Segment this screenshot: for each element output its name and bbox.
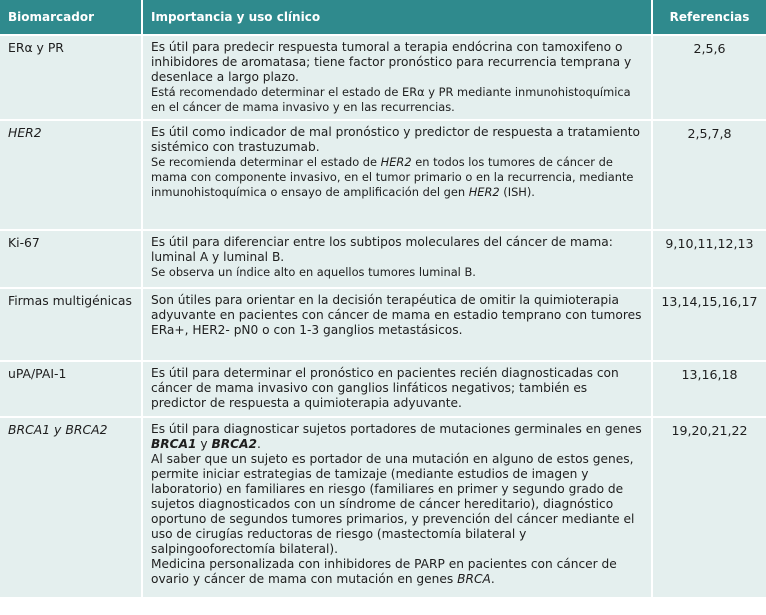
clinical-use-paragraph: Son útiles para orientar en la decisión terapéutica de omitir la quimioterapia adyuvante en pacientes con cáncer de mama en estadio temprano con tumores ERa+, HER2- pN0 o con 1-3 ganglios metastásicos. xyxy=(151,293,642,337)
table-row xyxy=(0,230,766,288)
clinical-use xyxy=(142,35,652,120)
text-segment: . xyxy=(490,572,495,586)
references: 2,5,7,8 xyxy=(652,120,766,230)
gene-name: HER2 xyxy=(468,185,500,199)
text-segment: (ISH). xyxy=(499,185,535,199)
text-segment: y xyxy=(196,437,212,451)
clinical-use-paragraph: Está recomendado determinar el estado de ERα y PR mediante inmunohistoquímica en el cáncer de mama invasivo y en las recurrencias. xyxy=(151,85,631,114)
references: 2,5,6 xyxy=(652,35,766,120)
header-importancia: Importancia y uso clínico xyxy=(142,0,652,35)
table-row xyxy=(0,417,766,597)
biomarker-name: uPA/PAI-1 xyxy=(0,361,142,417)
references: 13,14,15,16,17 xyxy=(652,288,766,361)
table-row xyxy=(0,120,766,230)
references: 13,16,18 xyxy=(652,361,766,417)
biomarker-name: BRCA1 y BRCA2 xyxy=(0,417,142,597)
references: 19,20,21,22 xyxy=(652,417,766,597)
text-segment: en todos los tumores de cáncer de mama con componente invasivo, en el tumor primario o en la recurrencia, mediante inmunohistoquímica o ensayo de amplificación del gen xyxy=(151,155,634,199)
clinical-use xyxy=(142,230,652,288)
gene-name: BRCA1 xyxy=(151,437,197,451)
text-segment: Es útil para diagnosticar sujetos portadores de mutaciones germinales en genes xyxy=(151,422,642,436)
gene-name: HER2 xyxy=(380,155,412,169)
biomarker-name: Ki-67 xyxy=(0,230,142,288)
clinical-use-paragraph: Se observa un índice alto en aquellos tumores luminal B. xyxy=(151,265,476,279)
gene-name: BRCA2 xyxy=(211,437,258,451)
gene-name: BRCA xyxy=(457,572,491,586)
text-segment: Medicina personalizada con inhibidores de PARP en pacientes con cáncer de ovario y cáncer de mama con mutación en genes xyxy=(151,557,617,586)
clinical-use-paragraph xyxy=(151,557,643,587)
biomarker-name: ERα y PR xyxy=(0,35,142,120)
table-row xyxy=(0,35,766,120)
header-biomarcador: Biomarcador xyxy=(0,0,142,35)
biomarker-name: Firmas multigénicas xyxy=(0,288,142,361)
clinical-use-paragraph: Es útil como indicador de mal pronóstico y predictor de respuesta a tratamiento sistémico con trastuzumab. xyxy=(151,125,640,154)
clinical-use xyxy=(142,288,652,361)
clinical-use-paragraph xyxy=(151,422,643,452)
clinical-use-paragraph: Es útil para diferenciar entre los subtipos moleculares del cáncer de mama: luminal A y luminal B. xyxy=(151,235,613,264)
clinical-use xyxy=(142,417,652,597)
references: 9,10,11,12,13 xyxy=(652,230,766,288)
table-row xyxy=(0,288,766,361)
clinical-use-paragraph: Al saber que un sujeto es portador de una mutación en alguno de estos genes, permite iniciar estrategias de tamizaje (mediante estudios de imagen y laboratorio) en familiares en riesgo (familiares en primer y segundo grado de sujetos diagnosticados con un síndrome de cáncer hereditario), diagnóstico oportuno de segundos tumores primarios, y prevención del cáncer mediante el uso de cirugías reductoras de riesgo (mastectomía bilateral y salpingooforectomía bilateral). xyxy=(151,452,635,556)
clinical-use-paragraph xyxy=(151,155,643,200)
clinical-use-paragraph: Es útil para determinar el pronóstico en pacientes recién diagnosticadas con cáncer de mama invasivo con ganglios linfáticos negativos; también es predictor de respuesta a quimioterapia adyuvante. xyxy=(151,366,619,410)
biomarker-name: HER2 xyxy=(0,120,142,230)
header-referencias: Referencias xyxy=(652,0,766,35)
clinical-use xyxy=(142,361,652,417)
text-segment: . xyxy=(257,437,261,451)
table-header-row xyxy=(0,0,766,35)
text-segment: Se recomienda determinar el estado de xyxy=(151,155,381,169)
clinical-use-paragraph: Es útil para predecir respuesta tumoral a terapia endócrina con tamoxifeno o inhibidores de aromatasa; tiene factor pronóstico para recurrencia temprana y desenlace a largo plazo. xyxy=(151,40,632,84)
table-row xyxy=(0,361,766,417)
clinical-use xyxy=(142,120,652,230)
